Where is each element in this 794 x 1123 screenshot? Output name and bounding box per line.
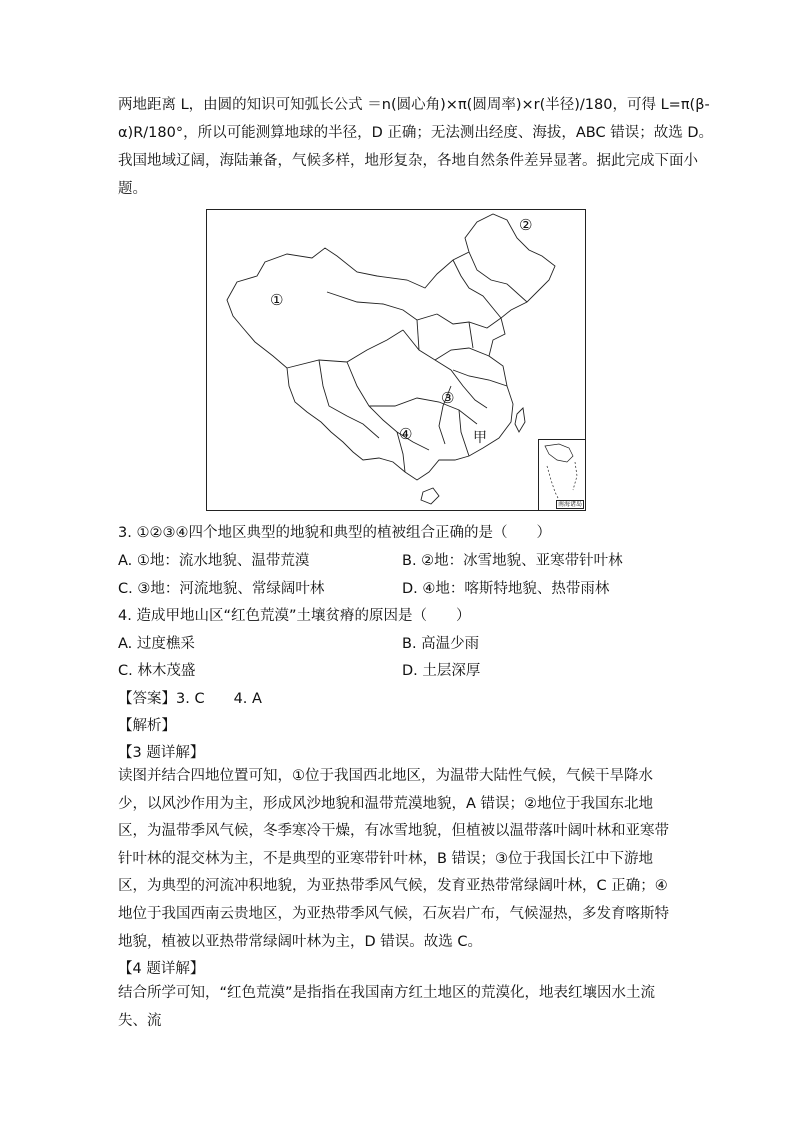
china-map bbox=[206, 209, 586, 511]
q4-option-c: C. 林木茂盛 bbox=[118, 663, 196, 679]
inset-label: 南海诸岛 bbox=[557, 501, 582, 508]
q3-option-c: C. ③地：河流地貌、常绿阔叶林 bbox=[118, 581, 325, 597]
q3-option-d: D. ④地：喀斯特地貌、热带雨林 bbox=[402, 581, 610, 597]
analysis-label: 【解析】 bbox=[118, 718, 176, 734]
q3-stem: 3. ①②③④四个地区典型的地貌和典型的植被组合正确的是（ ） bbox=[118, 525, 551, 541]
answer-label: 【答案】 bbox=[118, 691, 176, 707]
marker-region-3: ③ bbox=[441, 389, 455, 407]
marker-region-2: ② bbox=[519, 216, 533, 234]
intro-line-3: 我国地域辽阔，海陆兼备，气候多样，地形复杂，各地自然条件差异显著。据此完成下面小 bbox=[118, 153, 698, 169]
answer-values: 3. C 4. A bbox=[176, 691, 262, 707]
q4-option-a: A. 过度樵采 bbox=[118, 636, 195, 652]
intro-line-1: 两地距离 L，由圆的知识可知弧长公式 ＝n(圆心角)×π(圆周率)×r(半径)/180，可得 L=π(β- bbox=[118, 97, 710, 113]
q3-detail-text: 读图并结合四地位置可知，①位于我国西北地区，为温带大陆性气候，气候干旱降水少，以风沙作用为主，形成风沙地貌和温带荒漠地貌，A 错误；②地位于我国东北地区，为温带季风气候，冬季寒冷干燥，有冰雪地貌，但植被以温带落叶阔叶林和亚寒带针叶林的混交林为主，不是典型的亚寒带针叶林，B 错误；③位于我国长江中下游地区，为典型的河流冲积地貌，为亚热带季风气候，发育亚热带常绿阔叶林，C 正确；④地位于我国西南云贵地区，为亚热带季风气候，石灰岩广布，气候湿热，多发育喀斯特地貌，植被以亚热带常绿阔叶林为主，D 错误。故选 C。 bbox=[118, 768, 669, 950]
marker-region-4: ④ bbox=[399, 425, 413, 443]
intro-line-4: 题。 bbox=[118, 181, 147, 197]
q3-option-a: A. ①地：流水地貌、温带荒漠 bbox=[118, 553, 310, 569]
q4-detail-heading: 【4 题详解】 bbox=[118, 961, 205, 977]
answer-line bbox=[118, 689, 262, 709]
south-china-sea-inset bbox=[538, 439, 585, 510]
q4-option-b: B. 高温少雨 bbox=[402, 636, 480, 652]
china-map-outline bbox=[207, 210, 586, 511]
q4-stem: 4. 造成甲地山区“红色荒漠”土壤贫瘠的原因是（ ） bbox=[118, 608, 471, 624]
intro-line-2: α)R/180°，所以可能测算地球的半径，D 正确；无法测出经度、海拔，ABC 错误；故选 D。 bbox=[118, 125, 713, 141]
q3-option-b: B. ②地：冰雪地貌、亚寒带针叶林 bbox=[402, 553, 623, 569]
q4-option-d: D. 土层深厚 bbox=[402, 663, 481, 679]
q3-detail-heading: 【3 题详解】 bbox=[118, 745, 205, 761]
region-jia-label: 甲 bbox=[473, 430, 487, 446]
marker-region-1: ① bbox=[270, 291, 284, 309]
q4-detail-text: 结合所学可知，“红色荒漠”是指指在我国南方红土地区的荒漠化，地表红壤因水土流失、流 bbox=[118, 985, 656, 1029]
